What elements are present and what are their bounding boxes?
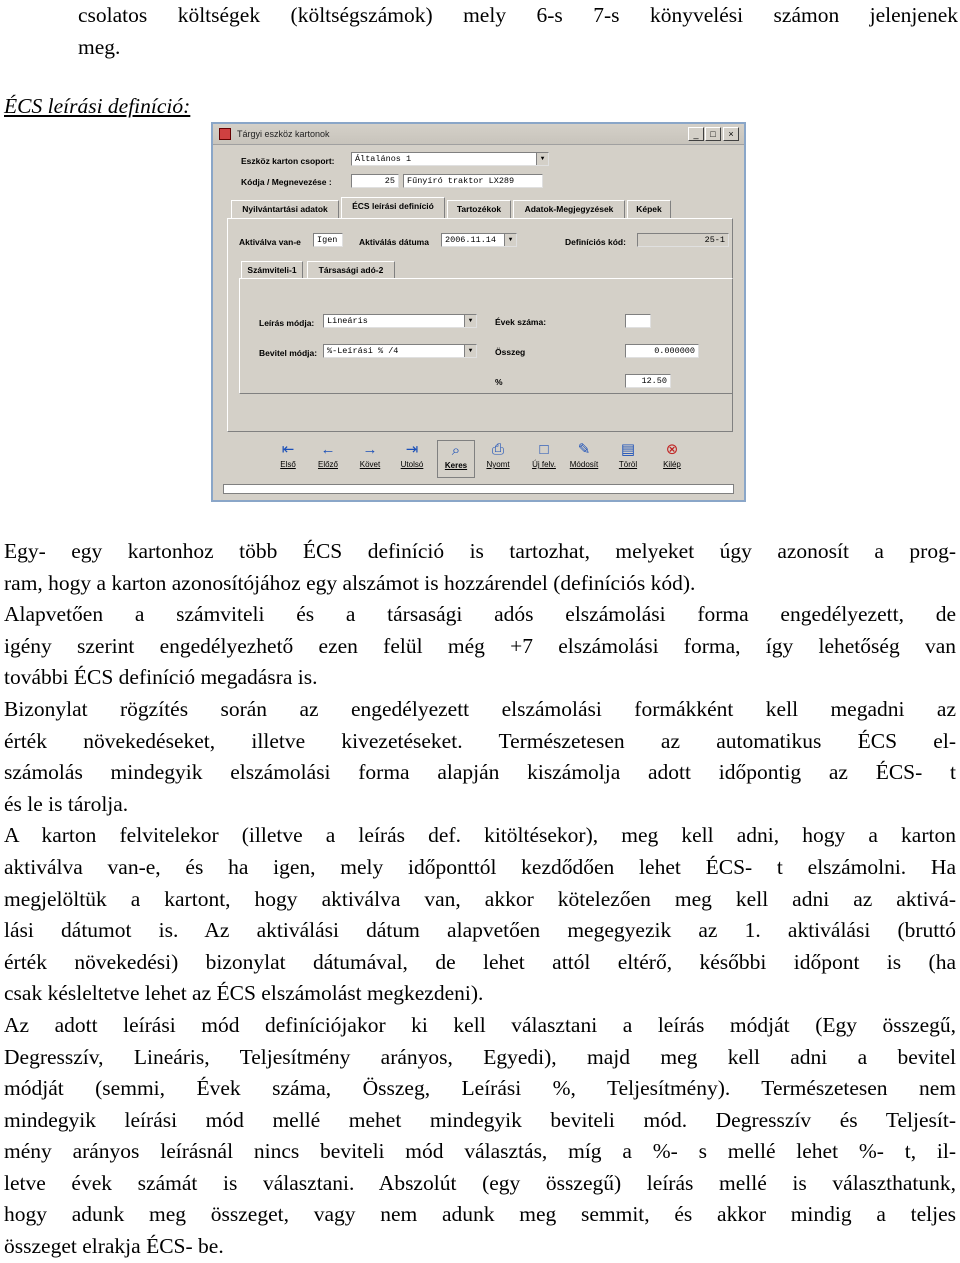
window-title: Tárgyi eszköz kartonok (237, 129, 330, 139)
act-date-field[interactable] (441, 233, 517, 247)
modify-button[interactable] (565, 440, 603, 478)
asset-card-window (211, 122, 746, 502)
code-field[interactable]: 25 (351, 174, 399, 188)
text-line: igény szerint engedélyezhető ezen felül még +7 elszámolási forma, így lehetőség van (4, 633, 956, 658)
tab-tartozekok[interactable]: Tartozékok (447, 200, 511, 218)
years-label: Évek száma: (495, 317, 547, 327)
amount-label: Összeg (495, 347, 526, 357)
method-label: Leírás módja: (259, 318, 315, 328)
chevron-down-icon[interactable]: ▼ (536, 153, 548, 165)
tab-adatok[interactable]: Adatok-Megjegyzések (513, 200, 625, 218)
text-line: A karton felvitelekor (illetve a leírás def. kitöltésekor), meg kell adni, hogy a karton (4, 823, 956, 848)
text-line: Az adott leírási mód definíciójakor ki kell választani a leírás módját (Egy összegű, (4, 1012, 956, 1037)
text-line: Bizonylat rögzítés során az engedélyezett elszámolási formákként kell megadni az (4, 696, 956, 721)
text-line: számolás mindegyik elszámolási forma alapján kiszámolja adott időpontig az ÉCS- t (4, 760, 956, 785)
input-value: %-Leírási % /4 (327, 346, 399, 356)
search-button[interactable] (437, 440, 475, 478)
input-label: Bevitel módja: (259, 348, 318, 358)
years-field[interactable] (625, 314, 651, 328)
amount-field[interactable]: 0.000000 (625, 344, 699, 358)
last-button[interactable] (393, 440, 431, 478)
body-paragraphs (4, 536, 956, 1263)
text-line: Alapvetően a számviteli és a társasági adós elszámolási forma engedélyezett, de (4, 602, 956, 627)
text-line: érték növekedési) bizonylat dátumával, de lehet attól eltérő, későbbi időpont is (ha (4, 949, 956, 974)
text-line: aktiválva van-e, és ha igen, mely időponttól kezdődően lehet ÉCS- t elszámolni. Ha (4, 854, 956, 879)
text-line: csak késleltetve lehet az ÉCS elszámolást megkezdeni). (4, 981, 484, 1006)
next-button[interactable] (351, 440, 389, 478)
status-bar (223, 484, 734, 494)
text-line: mindegyik leírási mód mellé mehet mindegyik beviteli mód. Degresszív és Teljesít- (4, 1107, 956, 1132)
exit-label: Kilép (663, 460, 681, 469)
code-label: Kódja / Megnevezése : (241, 177, 332, 187)
first-button[interactable] (269, 440, 307, 478)
delete-button[interactable] (609, 440, 647, 478)
text-line: csolatos költségek (költségszámok) mely 6-s 7-s könyvelési számon jelenjenek (78, 3, 958, 27)
text-line: további ÉCS definíció megadásra is. (4, 665, 318, 690)
text-line: összeget elrakja ÉCS- be. (4, 1234, 224, 1259)
percent-label: % (495, 377, 503, 387)
first-label: Első (280, 460, 296, 469)
arrow-right-icon: → (362, 441, 378, 458)
new-record-label: Új felv. (532, 460, 556, 469)
last-icon: ⇥ (405, 441, 419, 458)
search-label: Keres (444, 461, 468, 470)
subtab-tarsasagi[interactable]: Társasági adó-2 (307, 261, 395, 279)
name-field[interactable]: Fűnyíró traktor LX289 (403, 174, 543, 188)
def-code-field: 25-1 (637, 233, 729, 247)
chevron-down-icon[interactable]: ▼ (464, 345, 476, 357)
text-line: lási dátumot is. Az aktiválási dátum alapvetően megegyezik az 1. aktiválási (bruttó (4, 918, 956, 943)
act-date-label: Aktiválás dátuma (359, 237, 429, 247)
text-line: érték növekedéseket, illetve kivezetéseket. Természetesen az automatikus ÉCS el- (4, 728, 956, 753)
group-label: Eszköz karton csoport: (241, 156, 335, 166)
text-line: Degresszív, Lineáris, Teljesítmény arányos, Egyedi), majd meg kell adni a bevitel (4, 1044, 956, 1069)
text-line: mény arányos leírásnál nincs beviteli mód választás, míg a %- s mellé lehet %- t, il- (4, 1139, 956, 1164)
minimize-icon[interactable]: _ (688, 127, 704, 141)
first-icon: ⇤ (281, 441, 295, 458)
text-line: hogy adunk meg összeget, vagy nem adunk meg semmit, és akkor mindig a teljes (4, 1202, 956, 1227)
chevron-down-icon[interactable]: ▼ (464, 315, 476, 327)
arrow-left-icon: ← (320, 441, 336, 458)
method-select[interactable] (323, 314, 477, 328)
close-icon[interactable]: × (723, 127, 739, 141)
group-value: Általános 1 (355, 154, 412, 164)
text-line: ram, hogy a karton azonosítójához egy alszámot is hozzárendel (definíciós kód). (4, 570, 696, 595)
exit-icon: ⊗ (665, 441, 679, 458)
subtab-szamviteli[interactable]: Számviteli-1 (241, 261, 303, 279)
act-date-value: 2006.11.14 (445, 235, 497, 245)
new-record-button[interactable] (525, 440, 563, 478)
activated-label: Aktiválva van-e (239, 237, 301, 247)
text-line: meg. (78, 34, 121, 59)
text-line: és le is tárolja. (4, 791, 129, 816)
maximize-icon[interactable]: □ (705, 127, 721, 141)
group-select[interactable] (351, 152, 549, 166)
delete-label: Töröl (618, 460, 638, 469)
delete-icon: ▤ (620, 441, 636, 458)
tab-nyilvantartasi[interactable]: Nyilvántartási adatok (231, 200, 339, 218)
text-line: módját (semmi, Évek száma, Összeg, Leírási %, Teljesítmény). Természetesen nem (4, 1076, 956, 1101)
method-value: Lineáris (327, 316, 368, 326)
previous-button[interactable] (309, 440, 347, 478)
print-label: Nyomt (486, 460, 510, 469)
print-button[interactable] (479, 440, 517, 478)
section-heading: ÉCS leírási definíció: (4, 94, 191, 118)
text-line: letve évek számát is választani. Abszolút (egy összegű) leírás mellé is választhatunk, (4, 1170, 956, 1195)
exit-button[interactable] (653, 440, 691, 478)
next-label: Követ (359, 460, 381, 469)
print-icon: ⎙ (491, 441, 504, 458)
def-code-label: Definíciós kód: (565, 237, 626, 247)
modify-label: Módosít (569, 460, 599, 469)
tab-ecs[interactable]: ÉCS leírási definíció (341, 197, 445, 218)
input-select[interactable] (323, 344, 477, 358)
app-icon (219, 128, 231, 140)
text-line: Egy- egy kartonhoz több ÉCS definíció is tartozhat, melyeket úgy azonosít a prog- (4, 539, 956, 563)
intro-paragraph (78, 0, 958, 63)
previous-label: Előző (317, 460, 338, 469)
edit-icon: ✎ (577, 441, 591, 458)
chevron-down-icon[interactable]: ▼ (504, 234, 516, 246)
activated-field[interactable]: Igen (313, 233, 343, 247)
text-line: megjelöltük a kartont, hogy aktiválva van, akkor kötelezően meg kell adni az aktivá- (4, 886, 956, 911)
search-icon: ⌕ (451, 442, 461, 459)
tab-kepek[interactable]: Képek (627, 200, 671, 218)
new-icon: □ (539, 441, 549, 458)
percent-field[interactable]: 12.50 (625, 374, 671, 388)
window-titlebar (213, 124, 744, 145)
last-label: Utolsó (400, 460, 424, 469)
